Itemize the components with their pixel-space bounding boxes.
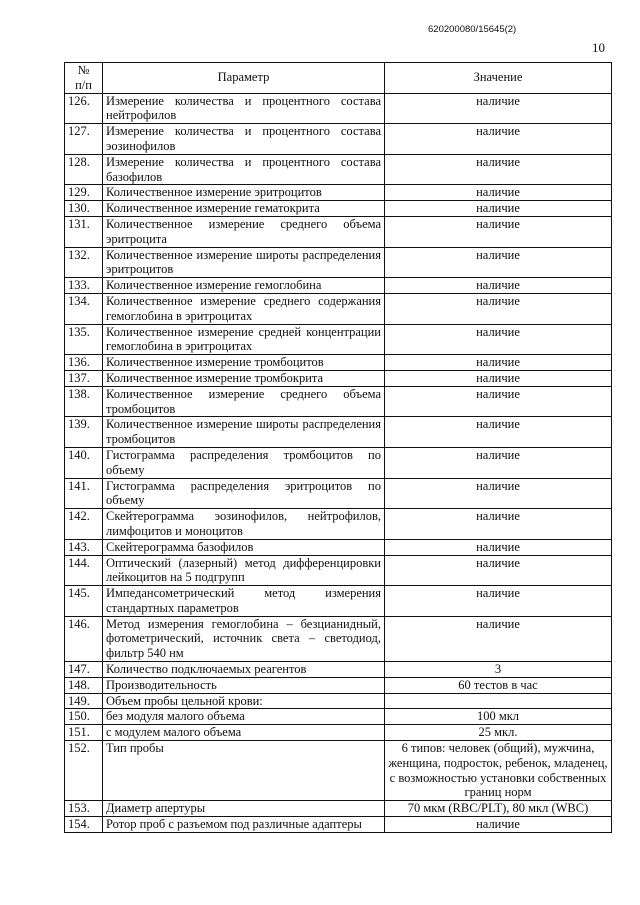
table-row <box>65 616 612 661</box>
row-value: наличие <box>385 293 612 324</box>
row-parameter: без модуля малого объема <box>103 709 385 725</box>
row-parameter: Измерение количества и процентного состава нейтрофилов <box>103 93 385 124</box>
row-number: 150. <box>65 709 103 725</box>
row-parameter: Количественное измерение широты распределения эритроцитов <box>103 247 385 278</box>
row-number: 134. <box>65 293 103 324</box>
row-parameter: Количественное измерение тромбоцитов <box>103 355 385 371</box>
table-row <box>65 478 612 509</box>
table-row <box>65 386 612 417</box>
row-value: наличие <box>385 539 612 555</box>
row-parameter: Скейтерограмма эозинофилов, нейтрофилов, лимфоцитов и моноцитов <box>103 509 385 540</box>
table-row <box>65 324 612 355</box>
row-value: наличие <box>385 185 612 201</box>
row-parameter: Диаметр апертуры <box>103 801 385 817</box>
table-row <box>65 293 612 324</box>
table-row <box>65 124 612 155</box>
row-value: наличие <box>385 616 612 661</box>
row-value: наличие <box>385 216 612 247</box>
row-parameter: Количественное измерение среднего объема тромбоцитов <box>103 386 385 417</box>
row-number: 140. <box>65 447 103 478</box>
row-number: 141. <box>65 478 103 509</box>
row-parameter: Объем пробы цельной крови: <box>103 693 385 709</box>
row-parameter: Количественное измерение эритроцитов <box>103 185 385 201</box>
row-number: 149. <box>65 693 103 709</box>
row-parameter: Количественное измерение средней концентрации гемоглобина в эритроцитах <box>103 324 385 355</box>
row-number: 146. <box>65 616 103 661</box>
row-number: 133. <box>65 278 103 294</box>
row-parameter: Метод измерения гемоглобина – безцианидный, фотометрический, источник света – светодиод, фильтр 540 нм <box>103 616 385 661</box>
row-parameter: Количественное измерение среднего содержания гемоглобина в эритроцитах <box>103 293 385 324</box>
row-number: 154. <box>65 817 103 833</box>
row-number: 139. <box>65 417 103 448</box>
document-code: 620200080/15645(2) <box>428 24 517 35</box>
row-value: 70 мкм (RBC/PLT), 80 мкл (WBC) <box>385 801 612 817</box>
row-parameter: Оптический (лазерный) метод дифференцировки лейкоцитов на 5 подгрупп <box>103 555 385 586</box>
table-row <box>65 154 612 185</box>
row-value: 100 мкл <box>385 709 612 725</box>
column-header-parameter: Параметр <box>103 63 385 94</box>
row-number: 135. <box>65 324 103 355</box>
row-number: 132. <box>65 247 103 278</box>
row-parameter: Гистограмма распределения тромбоцитов по объему <box>103 447 385 478</box>
row-parameter: Измерение количества и процентного состава эозинофилов <box>103 124 385 155</box>
table-row <box>65 817 612 833</box>
row-value: наличие <box>385 386 612 417</box>
row-parameter: с модулем малого объема <box>103 725 385 741</box>
row-value: наличие <box>385 417 612 448</box>
row-number: 131. <box>65 216 103 247</box>
row-value: наличие <box>385 278 612 294</box>
row-value: наличие <box>385 586 612 617</box>
table-row <box>65 662 612 678</box>
row-number: 137. <box>65 370 103 386</box>
table-row <box>65 693 612 709</box>
row-number: 148. <box>65 677 103 693</box>
row-number: 142. <box>65 509 103 540</box>
row-value: наличие <box>385 478 612 509</box>
column-header-number-line2: п/п <box>75 77 92 92</box>
table-row <box>65 216 612 247</box>
row-number: 147. <box>65 662 103 678</box>
row-value: наличие <box>385 355 612 371</box>
row-parameter: Тип пробы <box>103 741 385 801</box>
row-value: наличие <box>385 93 612 124</box>
table-row <box>65 725 612 741</box>
column-header-number <box>65 63 103 94</box>
table-row <box>65 370 612 386</box>
table-body <box>65 93 612 832</box>
table-row <box>65 355 612 371</box>
row-value: наличие <box>385 324 612 355</box>
row-number: 144. <box>65 555 103 586</box>
table-row <box>65 539 612 555</box>
row-value: наличие <box>385 509 612 540</box>
row-parameter: Количественное измерение гематокрита <box>103 201 385 217</box>
table-row <box>65 247 612 278</box>
row-value: наличие <box>385 817 612 833</box>
row-parameter: Количественное измерение гемоглобина <box>103 278 385 294</box>
page-number: 10 <box>592 40 605 55</box>
row-parameter: Гистограмма распределения эритроцитов по объему <box>103 478 385 509</box>
table-row <box>65 185 612 201</box>
row-value: 60 тестов в час <box>385 677 612 693</box>
row-parameter: Ротор проб с разъемом под различные адаптеры <box>103 817 385 833</box>
row-parameter: Количественное измерение среднего объема эритроцита <box>103 216 385 247</box>
row-value: наличие <box>385 247 612 278</box>
table-row <box>65 741 612 801</box>
row-value: наличие <box>385 447 612 478</box>
row-value: наличие <box>385 370 612 386</box>
row-number: 126. <box>65 93 103 124</box>
row-parameter: Производительность <box>103 677 385 693</box>
row-number: 127. <box>65 124 103 155</box>
column-header-value: Значение <box>385 63 612 94</box>
row-number: 128. <box>65 154 103 185</box>
table-row <box>65 801 612 817</box>
row-number: 138. <box>65 386 103 417</box>
table-row <box>65 93 612 124</box>
table-header-row <box>65 63 612 94</box>
row-number: 153. <box>65 801 103 817</box>
table-row <box>65 586 612 617</box>
row-value: 6 типов: человек (общий), мужчина, женщина, подросток, ребенок, младенец, с возможностью установки собственных границ норм <box>385 741 612 801</box>
row-value: наличие <box>385 154 612 185</box>
row-value: 25 мкл. <box>385 725 612 741</box>
row-number: 130. <box>65 201 103 217</box>
column-header-number-line1: № <box>77 63 90 77</box>
row-value: 3 <box>385 662 612 678</box>
table-row <box>65 201 612 217</box>
table-row <box>65 278 612 294</box>
row-parameter: Количество подключаемых реагентов <box>103 662 385 678</box>
row-value: наличие <box>385 201 612 217</box>
row-number: 143. <box>65 539 103 555</box>
row-number: 152. <box>65 741 103 801</box>
row-value: наличие <box>385 555 612 586</box>
table-row <box>65 555 612 586</box>
row-value <box>385 693 612 709</box>
row-number: 151. <box>65 725 103 741</box>
row-number: 129. <box>65 185 103 201</box>
table-row <box>65 677 612 693</box>
table-row <box>65 447 612 478</box>
row-number: 145. <box>65 586 103 617</box>
row-parameter: Импедансометрический метод измерения стандартных параметров <box>103 586 385 617</box>
row-value: наличие <box>385 124 612 155</box>
table-row <box>65 509 612 540</box>
row-parameter: Количественное измерение широты распределения тромбоцитов <box>103 417 385 448</box>
row-number: 136. <box>65 355 103 371</box>
row-parameter: Скейтерограмма базофилов <box>103 539 385 555</box>
row-parameter: Количественное измерение тромбокрита <box>103 370 385 386</box>
table-row <box>65 709 612 725</box>
parameters-table <box>64 62 612 833</box>
row-parameter: Измерение количества и процентного состава базофилов <box>103 154 385 185</box>
table-row <box>65 417 612 448</box>
